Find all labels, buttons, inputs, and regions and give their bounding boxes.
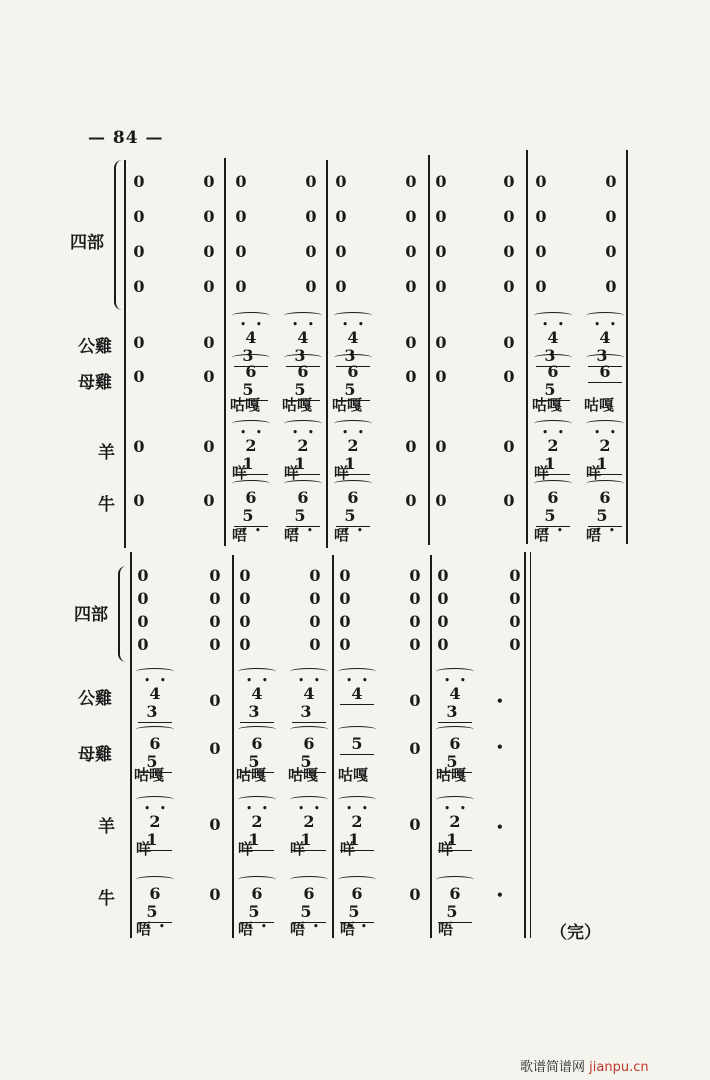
lyric: 咕嘎 — [338, 766, 369, 784]
note-group: 6 5 •• — [286, 876, 332, 931]
zero-note: 0 — [409, 691, 421, 710]
barline — [524, 552, 526, 938]
label-four-parts: 四部 — [74, 605, 108, 625]
barline — [224, 158, 226, 546]
note-group: 6 5 — [330, 354, 376, 401]
note-group: •• 4 3 — [330, 312, 376, 367]
zero-note: 0 — [509, 566, 521, 585]
note-group: •• 4 3 — [132, 668, 178, 723]
lyric: 咩 — [136, 840, 152, 858]
barline — [124, 160, 126, 548]
lyric: 咕嘎 — [532, 396, 563, 414]
zero-note: 0 — [605, 277, 617, 296]
lyric: 咩 — [334, 464, 350, 482]
zero-note: 0 — [405, 242, 417, 261]
zero-note: 0 — [509, 589, 521, 608]
zero-note: 0 — [435, 207, 447, 226]
zero-note: 0 — [339, 566, 351, 585]
zero-note: 0 — [335, 207, 347, 226]
note-group: 6 5 •• — [280, 480, 326, 535]
zero-note: 0 — [209, 635, 221, 654]
note-group: •• 4 3 — [530, 312, 576, 367]
zero-note: 0 — [535, 242, 547, 261]
lyric: 咕嘎 — [288, 766, 319, 784]
note-group: •• 2 1 — [286, 796, 332, 851]
note-group: •• 4 3 — [234, 668, 280, 723]
zero-note: 0 — [203, 437, 215, 456]
label-rooster: 公雞 — [78, 337, 112, 357]
label-rooster: 公雞 — [78, 689, 112, 709]
zero-note: 0 — [339, 612, 351, 631]
zero-note: 0 — [435, 333, 447, 352]
watermark — [520, 1056, 649, 1075]
zero-note: 0 — [209, 885, 221, 904]
note-group: 6 5 •• — [234, 876, 280, 931]
zero-note: 0 — [239, 635, 251, 654]
note-group: •• 4 3 — [286, 668, 332, 723]
note-group: •• 2 1 — [280, 420, 326, 475]
zero-note: 0 — [235, 207, 247, 226]
zero-note: 0 — [405, 277, 417, 296]
label-hen: 母雞 — [78, 373, 112, 393]
lyric: 咩 — [534, 464, 550, 482]
zero-note: 0 — [339, 635, 351, 654]
zero-note: 0 — [133, 277, 145, 296]
zero-note: 0 — [503, 491, 515, 510]
zero-note: 0 — [335, 277, 347, 296]
note-group: •• 2 1 — [132, 796, 178, 851]
zero-note: 0 — [239, 589, 251, 608]
zero-note: 0 — [137, 566, 149, 585]
note-group: •• 4 — [334, 668, 380, 705]
zero-note: 0 — [305, 242, 317, 261]
zero-note: 0 — [535, 172, 547, 191]
note-group: •• 2 1 — [530, 420, 576, 475]
zero-note: 0 — [239, 612, 251, 631]
brace — [118, 566, 130, 662]
zero-note: 0 — [409, 739, 421, 758]
zero-note: 0 — [405, 333, 417, 352]
zero-note: 0 — [309, 589, 321, 608]
zero-note: 0 — [509, 635, 521, 654]
zero-note: 0 — [203, 367, 215, 386]
zero-note: 0 — [405, 207, 417, 226]
zero-note: 0 — [309, 612, 321, 631]
zero-note: 0 — [133, 207, 145, 226]
zero-note: 0 — [503, 277, 515, 296]
zero-note: 0 — [235, 277, 247, 296]
zero-note: 0 — [133, 333, 145, 352]
zero-note: 0 — [409, 589, 421, 608]
zero-note: 0 — [133, 491, 145, 510]
zero-note: 0 — [435, 437, 447, 456]
zero-note: 0 — [503, 242, 515, 261]
zero-note: 0 — [133, 367, 145, 386]
zero-note: 0 — [409, 885, 421, 904]
note-group: •• 2 1 — [228, 420, 274, 475]
lyric: 咩 — [586, 464, 602, 482]
end-mark: （完） — [550, 923, 601, 943]
zero-note: 0 — [509, 612, 521, 631]
note-group: 6 5 •• — [530, 480, 576, 535]
zero-note: 0 — [305, 172, 317, 191]
zero-note: 0 — [133, 242, 145, 261]
lyric: 咩 — [290, 840, 306, 858]
zero-note: 0 — [503, 367, 515, 386]
lyric: 唔 — [136, 920, 152, 938]
zero-note: 0 — [339, 589, 351, 608]
note-group: 6 5 — [132, 726, 178, 773]
zero-note: 0 — [209, 739, 221, 758]
note-group: 6 5 — [530, 354, 576, 401]
zero-note: 0 — [309, 635, 321, 654]
note-group: •• 4 3 — [582, 312, 628, 367]
zero-note: 0 — [437, 589, 449, 608]
zero-note: 0 — [605, 207, 617, 226]
zero-note: 0 — [435, 172, 447, 191]
zero-note: 0 — [137, 589, 149, 608]
note-group: 6 5 — [280, 354, 326, 401]
zero-note: 0 — [235, 242, 247, 261]
note-group: •• 2 1 — [334, 796, 380, 851]
note-group: 6 5 — [286, 726, 332, 773]
lyric: 唔 — [232, 526, 248, 544]
lyric: 咕嘎 — [332, 396, 363, 414]
barline — [326, 160, 328, 548]
lyric: 咩 — [438, 840, 454, 858]
lyric: 咩 — [340, 840, 356, 858]
lyric: 咩 — [232, 464, 248, 482]
note-group: •• 4 3 — [228, 312, 274, 367]
zero-note: 0 — [503, 207, 515, 226]
zero-note: 0 — [133, 437, 145, 456]
lyric: 唔 — [334, 526, 350, 544]
note-group: 6 5 •• — [334, 876, 380, 931]
zero-note: 0 — [405, 367, 417, 386]
label-hen: 母雞 — [78, 745, 112, 765]
zero-note: 0 — [133, 172, 145, 191]
note-group: 6 5 — [234, 726, 280, 773]
zero-note: 0 — [503, 172, 515, 191]
lyric: 咩 — [238, 840, 254, 858]
zero-note: 0 — [405, 491, 417, 510]
zero-note: 0 — [435, 491, 447, 510]
zero-note: 0 — [309, 566, 321, 585]
dot-mark: • — [496, 888, 504, 902]
zero-note: 0 — [409, 566, 421, 585]
label-ox: 牛 — [98, 495, 115, 515]
zero-note: 0 — [137, 612, 149, 631]
zero-note: 0 — [409, 815, 421, 834]
zero-note: 0 — [435, 242, 447, 261]
zero-note: 0 — [203, 491, 215, 510]
zero-note: 0 — [203, 172, 215, 191]
lyric: 咕嘎 — [236, 766, 267, 784]
zero-note: 0 — [409, 635, 421, 654]
zero-note: 0 — [605, 242, 617, 261]
note-group: •• 2 1 — [330, 420, 376, 475]
note-group: 6 5 — [432, 726, 478, 773]
label-four-parts: 四部 — [70, 233, 104, 253]
lyric: 唔 — [438, 920, 454, 938]
note-group: 6 5 — [432, 876, 478, 923]
lyric: 唔 — [586, 526, 602, 544]
watermark-site-name: 歌谱简谱网 — [520, 1060, 586, 1075]
zero-note: 0 — [209, 815, 221, 834]
zero-note: 0 — [437, 635, 449, 654]
note-group: 6 5 •• — [132, 876, 178, 931]
lyric: 咕嘎 — [134, 766, 165, 784]
zero-note: 0 — [405, 172, 417, 191]
zero-note: 0 — [535, 207, 547, 226]
label-ox: 牛 — [98, 889, 115, 909]
zero-note: 0 — [437, 566, 449, 585]
barline — [530, 552, 531, 938]
zero-note: 0 — [435, 277, 447, 296]
zero-note: 0 — [503, 437, 515, 456]
lyric: 唔 — [534, 526, 550, 544]
note-group: 5 — [334, 726, 380, 755]
zero-note: 0 — [209, 691, 221, 710]
zero-note: 0 — [209, 612, 221, 631]
lyric: 唔 — [290, 920, 306, 938]
note-group: •• 2 1 — [582, 420, 628, 475]
barline — [526, 150, 528, 544]
note-group: 6 5 •• — [582, 480, 628, 535]
zero-note: 0 — [405, 437, 417, 456]
zero-note: 0 — [203, 277, 215, 296]
lyric: 咕嘎 — [584, 396, 615, 414]
note-group: •• 2 1 — [432, 796, 478, 851]
zero-note: 0 — [503, 333, 515, 352]
lyric: 唔 — [284, 526, 300, 544]
note-group: 6 — [582, 354, 628, 383]
zero-note: 0 — [535, 277, 547, 296]
zero-note: 0 — [203, 242, 215, 261]
note-group: •• 2 1 — [234, 796, 280, 851]
note-group: •• 4 3 — [432, 668, 478, 723]
zero-note: 0 — [203, 207, 215, 226]
zero-note: 0 — [605, 172, 617, 191]
zero-note: 0 — [209, 589, 221, 608]
zero-note: 0 — [137, 635, 149, 654]
page-number: — 84 — — [88, 128, 164, 148]
note-group: 6 5 — [228, 354, 274, 401]
watermark-url: jianpu.cn — [589, 1060, 649, 1075]
zero-note: 0 — [305, 207, 317, 226]
zero-note: 0 — [209, 566, 221, 585]
lyric: 唔 — [340, 920, 356, 938]
lyric: 唔 — [238, 920, 254, 938]
zero-note: 0 — [203, 333, 215, 352]
zero-note: 0 — [235, 172, 247, 191]
lyric: 咕嘎 — [282, 396, 313, 414]
dot-mark: • — [496, 740, 504, 754]
dot-mark: • — [496, 694, 504, 708]
zero-note: 0 — [305, 277, 317, 296]
label-sheep: 羊 — [98, 443, 115, 463]
note-group: 6 5 •• — [228, 480, 274, 535]
dot-mark: • — [496, 820, 504, 834]
zero-note: 0 — [335, 172, 347, 191]
zero-note: 0 — [335, 242, 347, 261]
lyric: 咩 — [284, 464, 300, 482]
lyric: 咕嘎 — [436, 766, 467, 784]
zero-note: 0 — [239, 566, 251, 585]
barline — [428, 155, 430, 545]
note-group: •• 4 3 — [280, 312, 326, 367]
zero-note: 0 — [437, 612, 449, 631]
note-group: 6 5 •• — [330, 480, 376, 535]
zero-note: 0 — [435, 367, 447, 386]
lyric: 咕嘎 — [230, 396, 261, 414]
zero-note: 0 — [409, 612, 421, 631]
label-sheep: 羊 — [98, 817, 115, 837]
